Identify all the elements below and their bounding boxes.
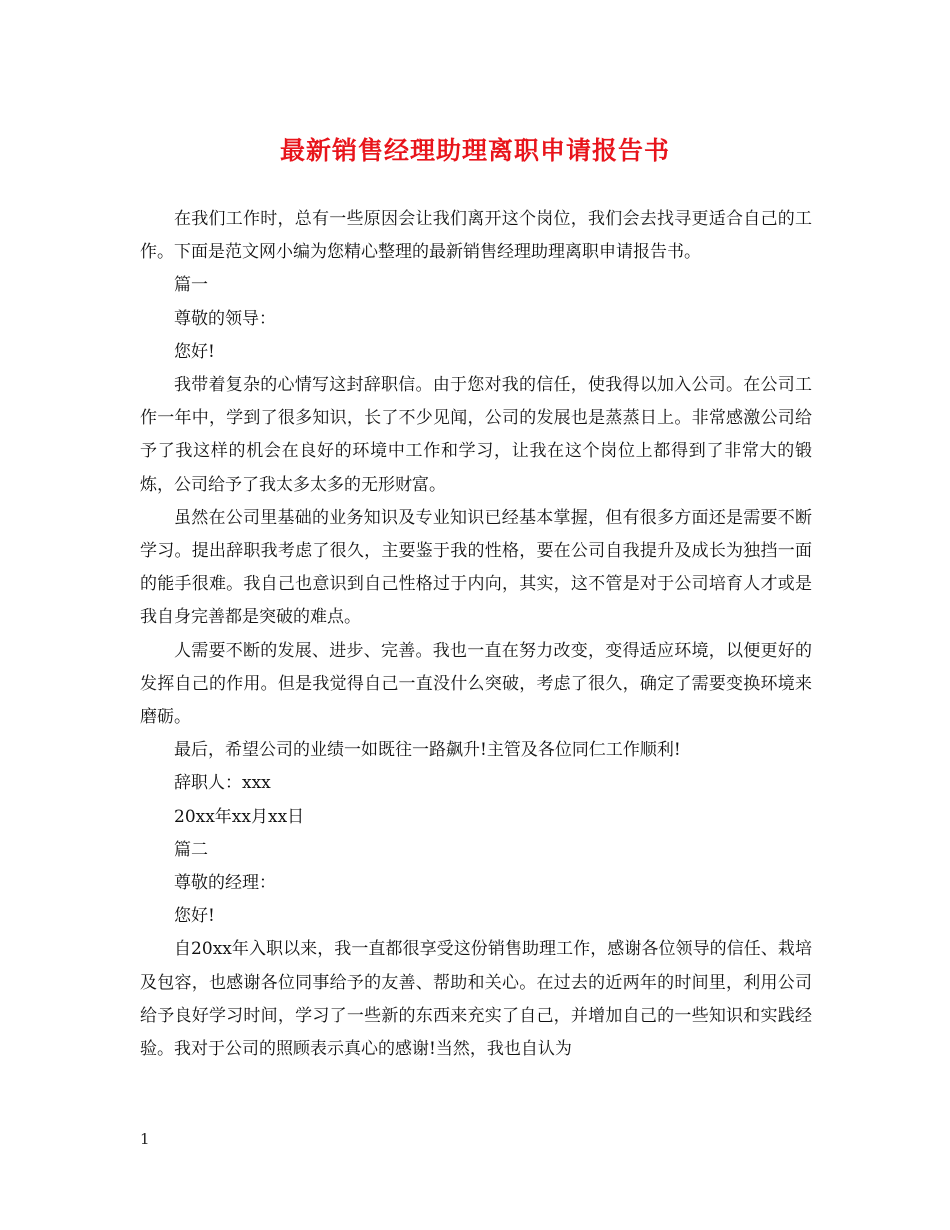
document-body bbox=[140, 203, 812, 1066]
intro-paragraph: 在我们工作时，总有一些原因会让我们离开这个岗位，我们会去找寻更适合自己的工作。下面是范文网小编为您精心整理的最新销售经理助理离职申请报告书。 bbox=[140, 209, 812, 263]
signature-line: 辞职人：xxx bbox=[174, 773, 271, 794]
body-paragraph: 我带着复杂的心情写这封辞职信。由于您对我的信任，使我得以加入公司。在公司工作一年中，学到了很多知识，长了不少见闻，公司的发展也是蒸蒸日上。非常感激公司给予了我这样的机会在良好的环境中工作和学习，让我在这个岗位上都得到了非常大的锻炼，公司给予了我太多太多的无形财富。 bbox=[140, 375, 812, 495]
body-paragraph: 虽然在公司里基础的业务知识及专业知识已经基本掌握，但有很多方面还是需要不断学习。提出辞职我考虑了很久，主要鉴于我的性格，要在公司自我提升及成长为独挡一面的能手很难。我自己也意识到自己性格过于内向，其实，这不管是对于公司培育人才或是我自身完善都是突破的难点。 bbox=[140, 507, 812, 628]
closing-paragraph: 最后，希望公司的业绩一如既往一路飙升!主管及各位同仁工作顺利! bbox=[174, 740, 681, 761]
date-line: 20xx年xx月xx日 bbox=[174, 806, 305, 827]
section-heading-1: 篇一 bbox=[174, 275, 208, 296]
salutation-1: 尊敬的领导： bbox=[174, 308, 276, 329]
greeting-1: 您好! bbox=[174, 341, 215, 362]
salutation-2: 尊敬的经理： bbox=[174, 873, 276, 894]
page-number: 1 bbox=[140, 1130, 150, 1148]
document-title: 最新销售经理助理离职申请报告书 bbox=[279, 136, 670, 165]
body-paragraph: 人需要不断的发展、进步、完善。我也一直在努力改变，变得适应环境，以便更好的发挥自己的作用。但是我觉得自己一直没什么突破，考虑了很久，确定了需要变换环境来磨砺。 bbox=[140, 640, 812, 728]
greeting-2: 您好! bbox=[174, 906, 215, 927]
body-paragraph: 自20xx年入职以来，我一直都很享受这份销售助理工作，感谢各位领导的信任、栽培及包容，也感谢各位同事给予的友善、帮助和关心。在过去的近两年的时间里，利用公司给予良好学习时间，学习了一些新的东西来充实了自己，并增加自己的一些知识和实践经验。我对于公司的照顾表示真心的感谢!当然，我也自认为 bbox=[140, 939, 812, 1060]
section-heading-2: 篇二 bbox=[174, 839, 208, 860]
